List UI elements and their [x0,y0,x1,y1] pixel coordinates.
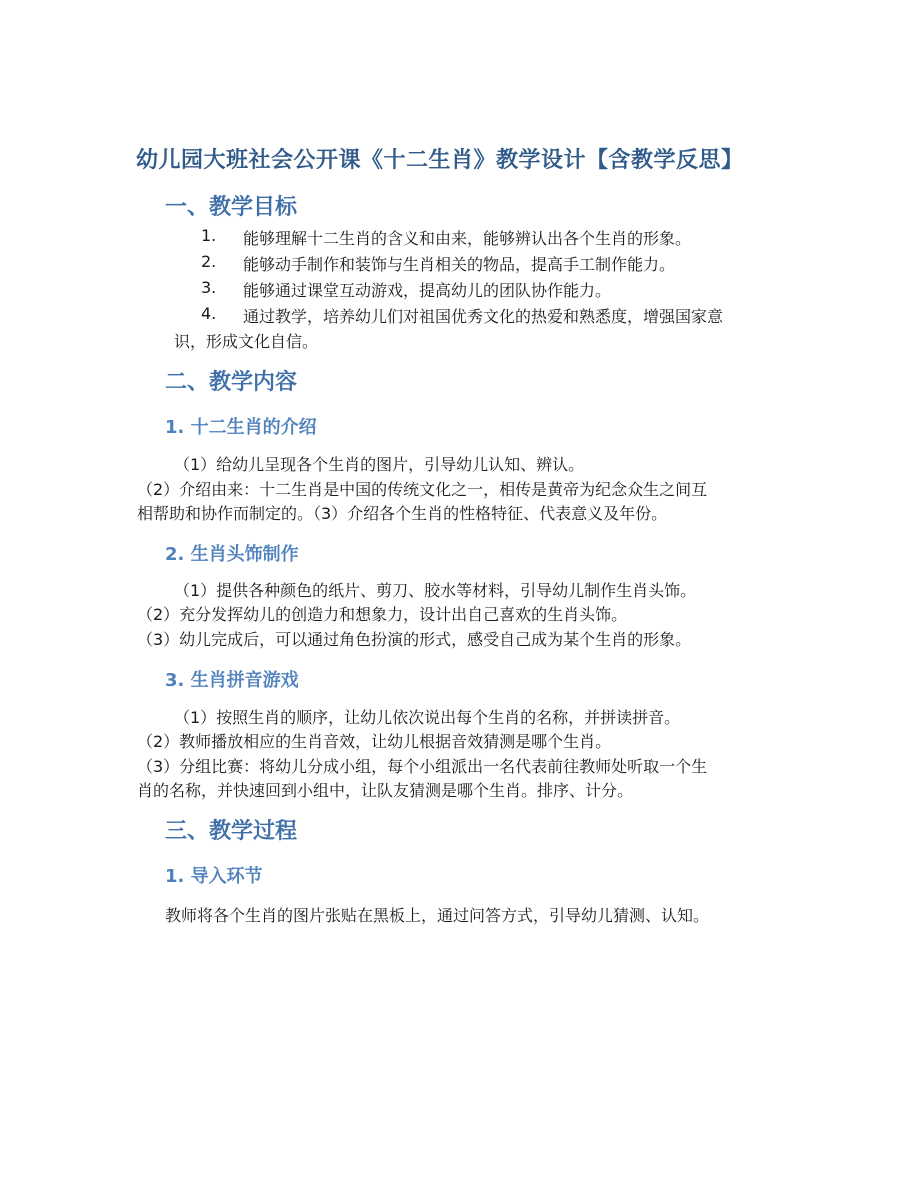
list-item-number: 2. [201,252,217,271]
paragraph-line: 教师将各个生肖的图片张贴在黑板上，通过问答方式，引导幼儿猜测、认知。 [165,906,710,925]
section-heading-goals: 一、教学目标 [165,195,298,220]
paragraph-line: （2）教师播放相应的生肖音效，让幼儿根据音效猜测是哪个生肖。 [137,732,612,751]
list-item-number: 4. [201,304,217,323]
paragraph-line: （1）按照生肖的顺序，让幼儿依次说出每个生肖的名称，并拼读拼音。 [174,708,681,727]
list-item-text: 通过教学，培养幼儿们对祖国优秀文化的热爱和熟悉度，增强国家意 [243,307,724,326]
section-heading-content: 二、教学内容 [165,370,298,395]
subsection-heading: 1. 导入环节 [165,866,263,887]
section-heading-process: 三、教学过程 [165,819,298,844]
subsection-heading: 3. 生肖拼音游戏 [165,670,299,691]
paragraph-line: （2）充分发挥幼儿的创造力和想象力，设计出自己喜欢的生肖头饰。 [137,605,628,624]
list-item-text: 能够通过课堂互动游戏，提高幼儿的团队协作能力。 [243,281,612,300]
list-item-text: 能够理解十二生肖的含义和由来，能够辨认出各个生肖的形象。 [243,229,692,248]
subsection-heading: 2. 生肖头饰制作 [165,544,299,565]
paragraph-line: （1）提供各种颜色的纸片、剪刀、胶水等材料，引导幼儿制作生肖头饰。 [174,581,697,600]
paragraph-line: （1）给幼儿呈现各个生肖的图片，引导幼儿认知、辨认。 [174,455,585,474]
paragraph-line: 相帮助和协作而制定的。（3）介绍各个生肖的性格特征、代表意义及年份。 [137,504,668,523]
paragraph-line: （3）幼儿完成后，可以通过角色扮演的形式，感受自己成为某个生肖的形象。 [137,630,692,649]
paragraph-line: （3）分组比赛：将幼儿分成小组，每个小组派出一名代表前往教师处听取一个生 [137,757,708,776]
list-item-text: 能够动手制作和装饰与生肖相关的物品，提高手工制作能力。 [243,255,676,274]
subsection-heading: 1. 十二生肖的介绍 [165,417,317,438]
list-item-number: 1. [201,226,217,245]
paragraph-line: 肖的名称，并快速回到小组中，让队友猜测是哪个生肖。排序、计分。 [137,781,634,800]
paragraph-line: （2）介绍由来：十二生肖是中国的传统文化之一，相传是黄帝为纪念众生之间互 [137,480,708,499]
document-title: 幼儿园大班社会公开课《十二生肖》教学设计【含教学反思】 [136,148,744,173]
list-item-number: 3. [201,278,217,297]
list-item-continuation: 识，形成文化自信。 [174,332,319,351]
